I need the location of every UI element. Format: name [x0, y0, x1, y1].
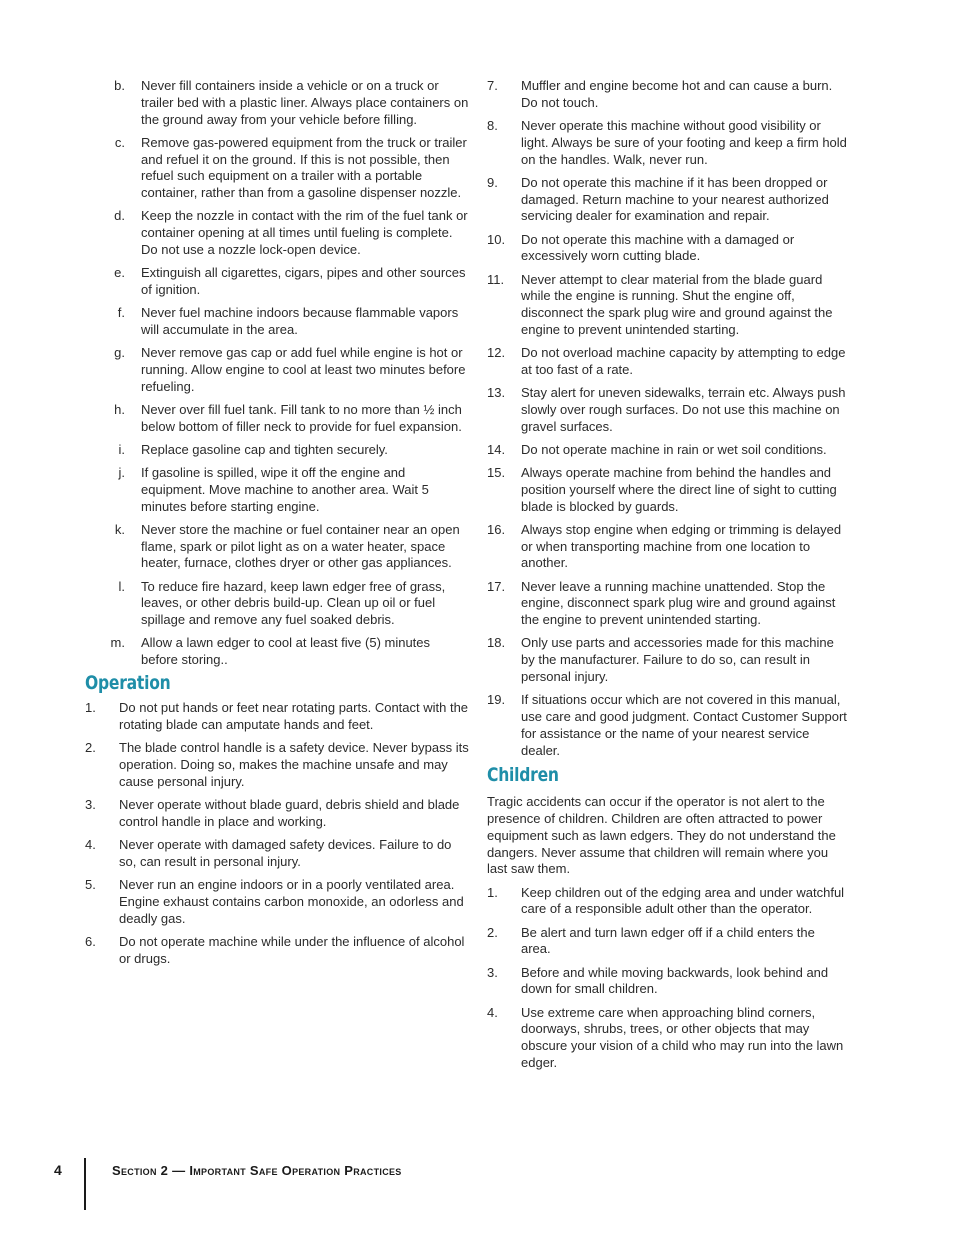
- item-text: Do not operate this machine with a damaged or excessively worn cutting blade.: [521, 231, 795, 264]
- item-marker: 1.: [85, 700, 96, 716]
- item-text: Never remove gas cap or add fuel while engine is hot or running. Allow engine to cool at least two minutes before refueling.: [141, 345, 466, 394]
- item-marker: 5.: [85, 876, 96, 892]
- item-text: Extinguish all cigarettes, cigars, pipes and other sources of ignition.: [141, 265, 466, 297]
- list-item: [487, 579, 847, 629]
- left-column: [85, 78, 470, 974]
- item-marker: 11.: [487, 271, 505, 287]
- item-marker: 13.: [487, 385, 506, 401]
- item-text: Never fuel machine indoors because flammable vapors will accumulate in the area.: [141, 305, 459, 337]
- list-item: [487, 925, 847, 959]
- item-text: Do not operate machine while under the influence of alcohol or drugs.: [119, 933, 465, 966]
- fuel-list: [85, 78, 470, 669]
- item-text: Before and while moving backwards, look behind and down for small children.: [521, 964, 829, 997]
- item-text: Be alert and turn lawn edger off if a child enters the area.: [521, 924, 815, 957]
- item-text: Stay alert for uneven sidewalks, terrain etc. Always push slowly over rough surfaces. Do not use this machine on gravel surfaces.: [521, 385, 846, 434]
- item-text: Never attempt to clear material from the blade guard while the engine is running. Shut the engine off, disconnect the spark plug wire and ground against the engine to prevent unintended starting.: [521, 271, 833, 337]
- item-text: Do not put hands or feet near rotating parts. Contact with the rotating blade can amputate hands and feet.: [119, 700, 469, 732]
- item-marker: 8.: [487, 117, 498, 133]
- item-marker: 17.: [487, 578, 506, 594]
- list-item: [85, 265, 470, 299]
- list-item: [85, 837, 470, 871]
- list-item: [487, 885, 847, 919]
- list-item: [85, 877, 470, 927]
- children-heading: Children: [487, 764, 559, 787]
- item-marker: 3.: [85, 796, 96, 812]
- item-text: Only use parts and accessories made for this machine by the manufacturer. Failure to do so, can result in personal injury.: [521, 635, 834, 684]
- item-text: Muffler and engine become hot and can cause a burn. Do not touch.: [521, 78, 833, 110]
- children-list: [487, 885, 847, 1072]
- operation-list: [85, 700, 470, 967]
- footer-divider: [84, 1158, 86, 1210]
- item-marker: 3.: [487, 964, 498, 980]
- list-item: [85, 135, 470, 202]
- item-text: Allow a lawn edger to cool at least five (5) minutes before storing..: [141, 635, 431, 668]
- list-item: [487, 118, 847, 168]
- item-text: Never fill containers inside a vehicle or on a truck or trailer bed with a plastic liner. Always place containers on the ground away from your vehicle before filling.: [141, 78, 469, 127]
- list-item: [85, 635, 470, 669]
- list-item: [85, 442, 470, 459]
- item-marker: 16.: [487, 521, 506, 537]
- list-item: [85, 522, 470, 572]
- item-marker: 12.: [487, 345, 506, 361]
- list-item: [85, 402, 470, 436]
- list-item: [487, 345, 847, 379]
- list-item: [487, 272, 847, 339]
- list-item: [85, 934, 470, 968]
- list-item: [487, 522, 847, 572]
- list-item: [85, 345, 470, 395]
- item-marker: i.: [118, 441, 125, 457]
- item-marker: c.: [114, 134, 125, 150]
- page-number: 4: [54, 1162, 62, 1178]
- item-text: Always stop engine when edging or trimming is delayed or when transporting machine from one location to another.: [521, 521, 842, 571]
- item-marker: 15.: [487, 465, 506, 481]
- item-marker: 2.: [487, 924, 498, 940]
- list-item: [487, 442, 847, 459]
- list-item: [85, 740, 470, 790]
- list-item: [85, 797, 470, 831]
- list-item: [487, 385, 847, 435]
- item-text: If situations occur which are not covered in this manual, use care and good judgment. Contact Customer Support for assistance or the name of your nearest service dealer.: [521, 692, 847, 758]
- item-text: Never store the machine or fuel container near an open flame, spark or pilot light as on a water heater, space heater, furnace, clothes dryer or other gas appliances.: [141, 521, 460, 571]
- list-item: [487, 232, 847, 266]
- list-item: [487, 692, 847, 759]
- item-marker: m.: [110, 635, 125, 651]
- item-text: Never leave a running machine unattended. Stop the engine, disconnect spark plug wire and ground against the engine to prevent unintended starting.: [521, 578, 836, 628]
- item-marker: f.: [117, 305, 125, 321]
- item-text: Keep children out of the edging area and under watchful care of a responsible adult other than the operator.: [521, 884, 845, 917]
- item-marker: h.: [114, 401, 125, 417]
- item-marker: g.: [114, 345, 125, 361]
- item-text: Do not operate this machine if it has been dropped or damaged. Return machine to your nearest authorized servicing dealer for examination and repair.: [521, 174, 829, 224]
- children-intro: Tragic accidents can occur if the operator is not alert to the presence of children. Children are often attracted to power equipment such as lawn edgers. They do not understand the dangers. Never assume that children will remain where you last saw them.: [487, 794, 836, 877]
- footer-section-title: Section 2 — Important Safe Operation Practices: [112, 1163, 402, 1178]
- list-item: [85, 465, 470, 515]
- item-marker: b.: [114, 78, 125, 93]
- item-marker: 2.: [85, 740, 96, 756]
- item-text: Do not overload machine capacity by attempting to edge at too fast of a rate.: [521, 345, 846, 377]
- item-marker: 14.: [487, 441, 506, 457]
- item-marker: 4.: [85, 836, 96, 852]
- item-text: Never over fill fuel tank. Fill tank to no more than ½ inch below bottom of filler neck to provide for fuel expansion.: [141, 401, 462, 434]
- item-marker: 10.: [487, 231, 506, 247]
- item-marker: 4.: [487, 1004, 498, 1020]
- item-marker: e.: [114, 265, 125, 281]
- item-text: To reduce fire hazard, keep lawn edger free of grass, leaves, or other debris build-up. Clean up oil or fuel spillage and remove any fuel soaked debris.: [141, 578, 446, 628]
- list-item: [85, 700, 470, 734]
- item-text: The blade control handle is a safety device. Never bypass its operation. Doing so, makes the machine unsafe and may cause personal injury.: [119, 740, 469, 789]
- item-marker: l.: [118, 578, 125, 594]
- list-item: [85, 208, 470, 258]
- item-marker: 9.: [487, 174, 498, 190]
- list-item: [487, 175, 847, 225]
- list-item: [487, 635, 847, 685]
- list-item: [85, 305, 470, 339]
- item-text: Never operate this machine without good visibility or light. Always be sure of your footing and keep a firm hold on the handles. Walk, never run.: [521, 117, 847, 167]
- item-text: Do not operate machine in rain or wet soil conditions.: [521, 441, 827, 457]
- item-marker: k.: [114, 521, 125, 537]
- right-column: [487, 78, 847, 1078]
- item-text: Never operate without blade guard, debris shield and blade control handle in place and working.: [119, 796, 460, 829]
- operation-list-continued: [487, 78, 847, 759]
- item-marker: 1.: [487, 884, 498, 900]
- item-text: Keep the nozzle in contact with the rim of the fuel tank or container opening at all times until fueling is complete. Do not use a nozzle lock-open device.: [141, 208, 468, 257]
- list-item: [85, 579, 470, 629]
- item-marker: 6.: [85, 933, 96, 949]
- list-item: [487, 78, 847, 112]
- item-marker: 18.: [487, 635, 506, 651]
- item-text: Replace gasoline cap and tighten securely.: [141, 441, 388, 457]
- item-text: Always operate machine from behind the handles and position yourself where the direct line of sight to cutting blade is blocked by guards.: [521, 465, 837, 514]
- operation-heading: Operation: [85, 672, 171, 695]
- list-item: [487, 1005, 847, 1072]
- item-text: If gasoline is spilled, wipe it off the engine and equipment. Move machine to another area. Wait 5 minutes before starting engine.: [141, 465, 429, 514]
- item-marker: 19.: [487, 692, 506, 708]
- item-marker: j.: [118, 465, 125, 481]
- item-text: Use extreme care when approaching blind corners, doorways, shrubs, trees, or other objects that may obscure your vision of a child who may run into the lawn edger.: [521, 1004, 844, 1070]
- item-marker: 7.: [487, 78, 498, 93]
- list-item: [85, 78, 470, 128]
- item-marker: d.: [114, 208, 125, 224]
- list-item: [487, 465, 847, 515]
- item-text: Never run an engine indoors or in a poorly ventilated area. Engine exhaust contains carbon monoxide, an odorless and deadly gas.: [119, 876, 464, 926]
- item-text: Remove gas-powered equipment from the truck or trailer and refuel it on the ground. If this is not possible, then refuel such equipment on a trailer with a portable container, rather than from a gasoline dispenser nozzle.: [141, 134, 467, 201]
- list-item: [487, 965, 847, 999]
- item-text: Never operate with damaged safety devices. Failure to do so, can result in personal injury.: [119, 836, 452, 869]
